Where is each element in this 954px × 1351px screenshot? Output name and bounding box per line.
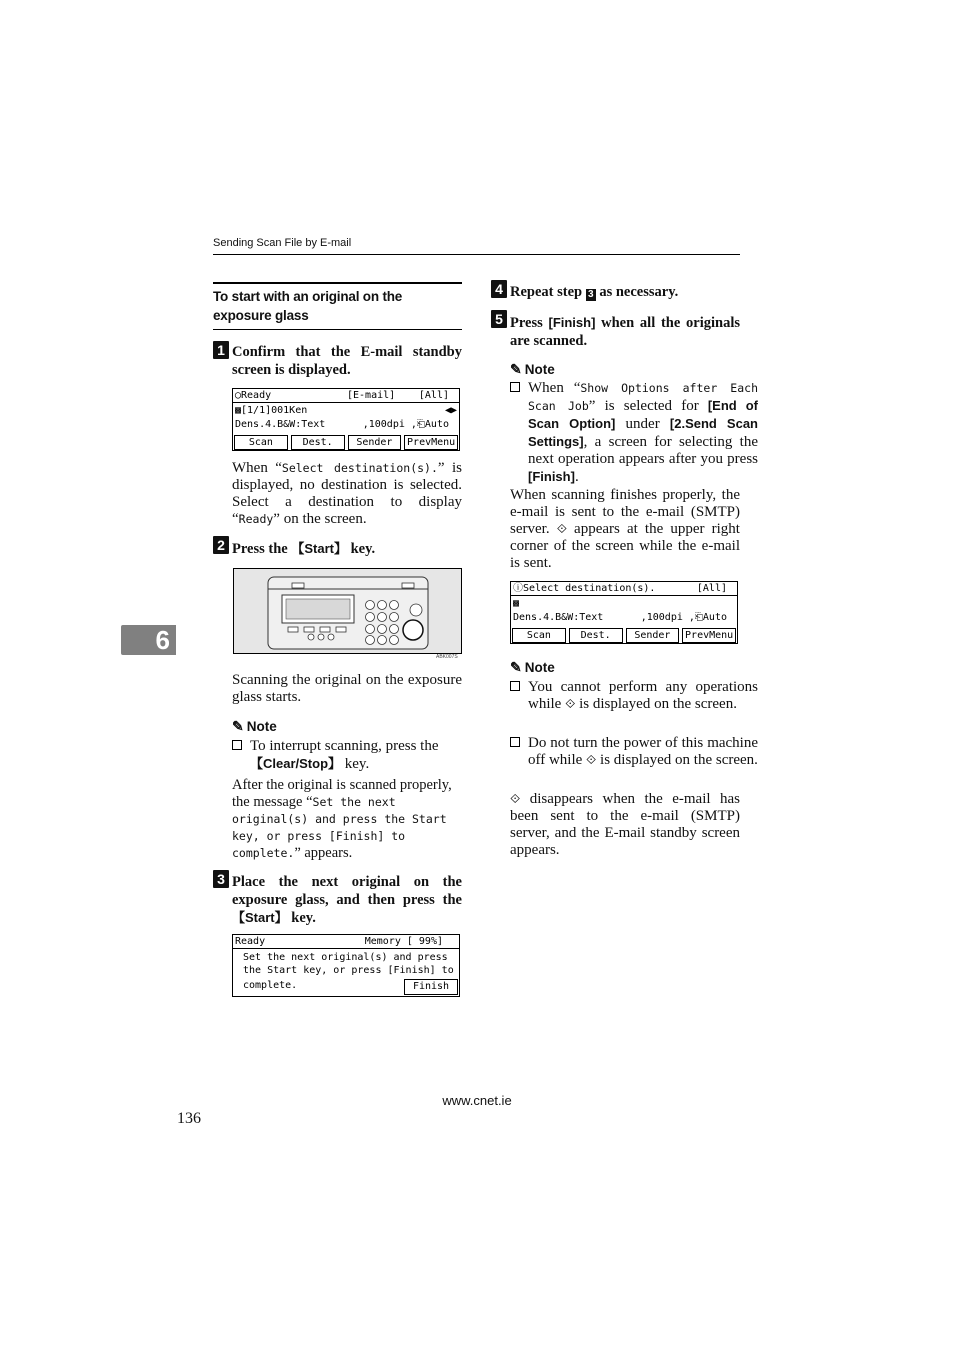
lcd-resolution: ,100dpi ,⎗Auto — [640, 612, 727, 623]
note-item — [510, 679, 758, 713]
text-fragment: To interrupt scanning, press the — [250, 738, 439, 754]
step-reference-badge: 3 — [586, 289, 596, 301]
text-fragment: Press — [510, 315, 549, 331]
checkbox-bullet-icon — [232, 740, 242, 750]
text-fragment: After the original is scanned properly, the message “ — [232, 777, 452, 810]
note-heading — [510, 659, 555, 676]
pencil-icon: ✎ — [510, 361, 522, 377]
text-fragment: appears at the upper right corner of the screen while the e-mail is sent. — [510, 521, 740, 571]
step-3-instruction — [232, 874, 462, 928]
text-fragment: Press the — [232, 541, 292, 557]
after-scan-explanation — [232, 777, 462, 862]
note-item — [232, 738, 480, 773]
note-label: Note — [524, 660, 555, 675]
sending-icon: ⟐ — [565, 697, 576, 712]
section-subheading: To start with an original on the exposure glass — [213, 289, 403, 323]
lcd-destination: ▩[1/1]001Ken — [235, 405, 308, 416]
step-2-instruction — [232, 540, 462, 559]
lcd-destination: ▩ — [513, 598, 520, 609]
lcd-memory: Memory [ 99%] — [364, 936, 443, 947]
text-fragment: ” appears. — [294, 845, 353, 861]
lcd-sender-button[interactable]: Sender — [348, 435, 402, 450]
text-fragment: When scanning finishes properly, the e-mail is sent to the e-mail (SMTP) server. — [510, 487, 740, 537]
text-fragment: ” is displayed, no destination is selected. Select a destination to display “ — [232, 460, 462, 527]
step-number-1: 1 — [213, 341, 229, 359]
step-number-2: 2 — [213, 536, 229, 554]
subheading-rule-top — [213, 282, 462, 284]
lcd-prevmenu-button[interactable]: PrevMenu — [682, 628, 736, 643]
lcd-status: Ready — [235, 936, 266, 947]
lcd-all-tab: [All] — [696, 583, 727, 594]
lcd-next-original-screen — [232, 934, 460, 997]
text-fragment: , a screen for selecting the next operation appears after you press — [528, 434, 758, 467]
start-key-label: 【Start】 — [291, 541, 347, 556]
lcd-status: ⓘSelect destination(s). — [513, 583, 656, 594]
text-fragment: When “ — [528, 380, 581, 396]
send-scan-settings-label: [2.Send Scan Settings] — [528, 416, 758, 449]
lcd-select-destination-screen — [510, 581, 738, 644]
note-heading — [232, 718, 277, 735]
lcd-density: Dens.4.B&W:Text — [513, 612, 604, 623]
closing-explanation — [510, 791, 740, 859]
pencil-icon: ✎ — [232, 718, 244, 734]
lcd-mode-tab: [E-mail] — [347, 390, 396, 401]
note-item — [510, 735, 758, 769]
sending-explanation — [510, 487, 740, 572]
subheading-rule-bottom — [213, 329, 462, 330]
step-4-instruction — [510, 284, 740, 302]
lcd-sender-button[interactable]: Sender — [626, 628, 680, 643]
note-label: Note — [524, 362, 555, 377]
clear-stop-key-label: 【Clear/Stop】 — [250, 756, 342, 771]
control-panel-drawing — [234, 569, 461, 653]
step-1-instruction: Confirm that the E-mail standby screen is displayed. — [232, 344, 462, 378]
chapter-tab: 6 — [121, 625, 176, 655]
lcd-scan-button[interactable]: Scan — [234, 435, 288, 450]
text-fragment: When “ — [232, 460, 282, 476]
note-label: Note — [246, 719, 277, 734]
clear-stop-key — [410, 604, 422, 616]
note-heading — [510, 361, 555, 378]
lcd-dest-button[interactable]: Dest. — [291, 435, 345, 450]
checkbox-bullet-icon — [510, 382, 520, 392]
lcd-finish-button[interactable]: Finish — [404, 979, 458, 995]
page-number: 136 — [177, 1110, 201, 1127]
sending-icon: ⟐ — [510, 792, 521, 807]
checkbox-bullet-icon — [510, 737, 520, 747]
lcd-message-line-1: Set the next original(s) and press — [243, 952, 448, 963]
lcd-message-line-2: the Start key, or press [Finish] to — [243, 965, 454, 976]
text-fragment: Place the next original on the exposure glass, and then press the — [232, 874, 462, 908]
screen-message-code: Show Options after Each Scan Job — [528, 381, 758, 413]
step-number-4: 4 — [491, 280, 507, 298]
running-header: Sending Scan File by E-mail — [213, 237, 352, 249]
finish-key-label: [Finish] — [548, 315, 596, 330]
lcd-scan-button[interactable]: Scan — [512, 628, 566, 643]
text-fragment: key. — [346, 541, 376, 557]
illustration-code: ABK007S — [436, 654, 458, 660]
screen-message-code: Select destination(s). — [281, 461, 438, 475]
end-of-scan-option-label: [End of Scan Option] — [528, 398, 759, 431]
lcd-prevmenu-button[interactable]: PrevMenu — [404, 435, 458, 450]
text-fragment: ” is selected for — [588, 398, 708, 414]
header-rule — [213, 254, 740, 255]
text-fragment: Repeat step — [510, 284, 586, 300]
text-fragment: You cannot perform any operations while — [528, 679, 758, 712]
checkbox-bullet-icon — [510, 681, 520, 691]
text-fragment: as necessary. — [595, 284, 679, 300]
lcd-density: Dens.4.B&W:Text — [235, 419, 326, 430]
control-panel-illustration — [233, 568, 462, 654]
lcd-email-standby-screen — [232, 388, 460, 451]
step-number-3: 3 — [213, 870, 229, 888]
text-fragment: is displayed on the screen. — [575, 696, 737, 712]
lcd-resolution: ,100dpi ,⎗Auto — [362, 419, 449, 430]
lcd-scroll-arrows: ◀▶ — [444, 405, 457, 416]
step-5-instruction — [510, 314, 740, 350]
lcd-message-line-3: complete. — [243, 980, 298, 991]
screen-message-code: Ready — [238, 512, 274, 526]
finish-key-label: [Finish] — [528, 469, 575, 484]
text-fragment: Do not turn the power of this machine off while — [528, 735, 758, 768]
sending-icon: ⟐ — [556, 522, 567, 537]
lcd-status: ◯Ready — [235, 390, 272, 401]
note-item — [510, 380, 758, 486]
footer-url: www.cnet.ie — [442, 1093, 512, 1108]
pencil-icon: ✎ — [510, 659, 522, 675]
text-fragment: . — [574, 469, 579, 485]
text-fragment: disappears when the e-mail has been sent to the e-mail (SMTP) server, and the E-mail standby screen appears. — [510, 791, 740, 858]
screen-message-code: Set the next original(s) and press the Start key, or press [Finish] to complete. — [232, 795, 447, 860]
text-fragment: when all the originals are scanned. — [510, 315, 740, 349]
step-1-explanation — [232, 460, 462, 528]
lcd-dest-button[interactable]: Dest. — [569, 628, 623, 643]
start-key — [403, 620, 423, 640]
text-fragment: is displayed on the screen. — [596, 752, 758, 768]
step-2-explanation: Scanning the original on the exposure glass starts. — [232, 672, 462, 705]
lcd-all-tab: [All] — [418, 390, 449, 401]
text-fragment: under — [615, 416, 670, 432]
text-fragment: key. — [287, 910, 316, 926]
start-key-label: 【Start】 — [232, 910, 288, 925]
text-fragment: key. — [341, 756, 370, 772]
text-fragment: ” on the screen. — [273, 511, 367, 527]
sending-icon: ⟐ — [586, 753, 597, 768]
step-number-5: 5 — [491, 310, 507, 328]
